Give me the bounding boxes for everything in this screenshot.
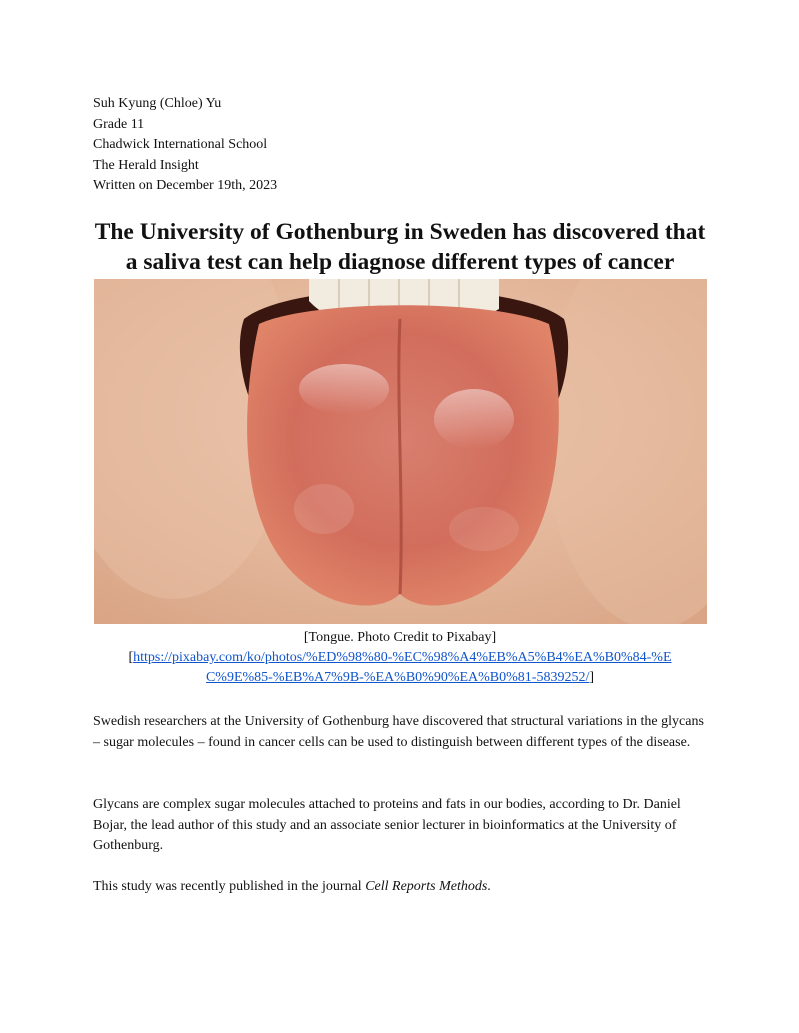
link-line-2: C%9E%85-%EB%A7%9B-%EA%B0%90%EA%B0%81-5839252/	[205, 670, 590, 685]
journal-name: Cell Reports Methods	[365, 879, 488, 894]
written-date: Written on December 19th, 2023	[93, 178, 278, 193]
article-title	[60, 217, 740, 277]
link-line-1: https://pixabay.com/ko/photos/%ED%98%80-%EC%98%A4%EB%A5%B4%EA%B0%84-%E	[133, 650, 672, 665]
publication-name: The Herald Insight	[93, 157, 199, 173]
paragraph-1: Swedish researchers at the University of Gothenburg have discovered that structural variations in the glycans – sugar molecules – found in cancer cells can be used to distinguish between different types of the disease.	[93, 714, 704, 750]
photo-caption	[60, 628, 740, 688]
title-line-1: The University of Gothenburg in Sweden has discovered that	[94, 219, 706, 245]
link-close-bracket: ]	[589, 670, 595, 685]
tongue-photo	[94, 279, 707, 624]
byline	[93, 94, 277, 197]
author-school: Chadwick International School	[93, 137, 268, 152]
paragraph-2: Glycans are complex sugar molecules attached to proteins and fats in our bodies, according to Dr. Daniel Bojar, the lead author of this study and an associate senior lecturer in bioinformatics at the University of Gothenburg.	[93, 797, 681, 853]
author-name: Suh Kyung (Chloe) Yu	[93, 96, 222, 111]
paragraph-3-prefix: This study was recently published in the journal	[93, 879, 366, 894]
author-grade: Grade 11	[93, 116, 145, 132]
paragraph-3-suffix: .	[487, 879, 491, 894]
title-line-2: a saliva test can help diagnose different types of cancer	[125, 249, 675, 275]
caption-text: [Tongue. Photo Credit to Pixabay]	[303, 630, 497, 645]
paragraph-3	[93, 877, 713, 898]
link-open-bracket: [	[128, 650, 134, 665]
caption-link-wrapper	[60, 648, 740, 688]
